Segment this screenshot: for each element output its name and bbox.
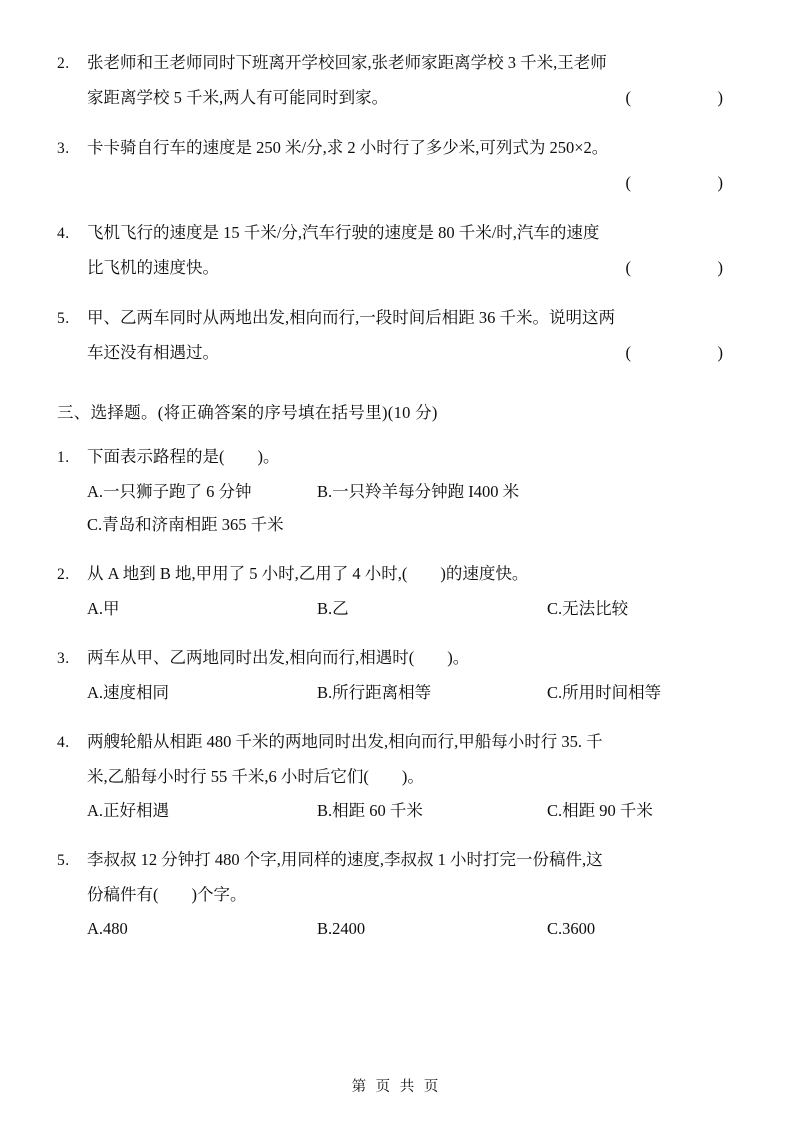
choice-row bbox=[57, 508, 737, 541]
question-number: 5. bbox=[57, 852, 70, 869]
choice-row bbox=[57, 592, 737, 625]
choice-option-c[interactable]: C.无法比较 bbox=[547, 599, 629, 618]
question-line-continued bbox=[57, 81, 737, 115]
question-text: 比飞机的速度快。 bbox=[87, 258, 219, 277]
choice-option-a[interactable]: A.速度相同 bbox=[87, 683, 170, 702]
question-line bbox=[57, 216, 737, 251]
choice-option-a[interactable]: A.甲 bbox=[87, 599, 120, 618]
question-stem[interactable]: 下面表示路程的是( )。 bbox=[87, 447, 280, 466]
question-number: 2. bbox=[57, 55, 70, 72]
choice-option-b[interactable]: B.相距 60 千米 bbox=[317, 801, 423, 820]
question-line bbox=[57, 557, 737, 592]
question-number: 4. bbox=[57, 225, 70, 242]
choice-option-c[interactable]: C.所用时间相等 bbox=[547, 683, 662, 702]
question-line bbox=[57, 843, 737, 878]
choice-option-a[interactable]: A.一只狮子跑了 6 分钟 bbox=[87, 482, 252, 501]
question-stem[interactable]: 米,乙船每小时行 55 千米,6 小时后它们( )。 bbox=[87, 767, 424, 786]
answer-blank[interactable]: ( ) bbox=[625, 88, 737, 107]
true-false-item bbox=[57, 216, 737, 285]
question-text: 张老师和王老师同时下班离开学校回家,张老师家距离学校 3 千米,王老师 bbox=[87, 53, 607, 72]
answer-blank[interactable]: ( ) bbox=[625, 258, 737, 277]
question-line bbox=[57, 131, 737, 166]
choice-row bbox=[57, 912, 737, 945]
true-false-item bbox=[57, 301, 737, 370]
question-line bbox=[57, 301, 737, 336]
question-text: 甲、乙两车同时从两地出发,相向而行,一段时间后相距 36 千米。说明这两 bbox=[87, 308, 615, 327]
page-content bbox=[57, 46, 737, 961]
choice-option-b[interactable]: B.乙 bbox=[317, 599, 349, 618]
answer-blank[interactable]: ( ) bbox=[625, 173, 737, 192]
choice-option-a[interactable]: A.正好相遇 bbox=[87, 801, 170, 820]
true-false-item bbox=[57, 131, 737, 200]
question-stem[interactable]: 两车从甲、乙两地同时出发,相向而行,相遇时( )。 bbox=[87, 648, 470, 667]
section-heading-three: 三、选择题。(将正确答案的序号填在括号里)(10 分) bbox=[57, 403, 438, 422]
question-stem: 李叔叔 12 分钟打 480 个字,用同样的速度,李叔叔 1 小时打完一份稿件,这 bbox=[87, 850, 603, 869]
choice-option-b[interactable]: B.一只羚羊每分钟跑 I400 米 bbox=[317, 482, 520, 501]
question-text: 车还没有相遇过。 bbox=[87, 343, 219, 362]
choice-option-a[interactable]: A.480 bbox=[87, 919, 128, 938]
choice-row bbox=[57, 794, 737, 827]
choice-row bbox=[57, 475, 737, 508]
choice-option-c[interactable]: C.相距 90 千米 bbox=[547, 801, 653, 820]
choice-row bbox=[57, 676, 737, 709]
choice-question bbox=[57, 440, 737, 541]
question-stem[interactable]: 从 A 地到 B 地,甲用了 5 小时,乙用了 4 小时,( )的速度快。 bbox=[87, 564, 529, 583]
question-number: 3. bbox=[57, 650, 70, 667]
question-line-continued bbox=[57, 166, 737, 200]
question-number: 4. bbox=[57, 734, 70, 751]
question-stem: 两艘轮船从相距 480 千米的两地同时出发,相向而行,甲船每小时行 35. 千 bbox=[87, 732, 603, 751]
question-line bbox=[57, 641, 737, 676]
choice-question bbox=[57, 557, 737, 625]
choice-option-c[interactable]: C.青岛和济南相距 365 千米 bbox=[87, 515, 284, 534]
question-line bbox=[57, 46, 737, 81]
question-line-continued bbox=[57, 336, 737, 370]
choice-question bbox=[57, 725, 737, 827]
page-footer: 第 页 共 页 bbox=[351, 1079, 442, 1095]
question-line-continued bbox=[57, 760, 737, 794]
question-text: 飞机飞行的速度是 15 千米/分,汽车行驶的速度是 80 千米/时,汽车的速度 bbox=[87, 223, 600, 242]
question-line-continued bbox=[57, 878, 737, 912]
question-text: 卡卡骑自行车的速度是 250 米/分,求 2 小时行了多少米,可列式为 250×2。 bbox=[87, 138, 609, 157]
question-number: 2. bbox=[57, 566, 70, 583]
question-line bbox=[57, 725, 737, 760]
question-number: 3. bbox=[57, 140, 70, 157]
question-text: 家距离学校 5 千米,两人有可能同时到家。 bbox=[87, 88, 389, 107]
question-number: 5. bbox=[57, 310, 70, 327]
question-line-continued bbox=[57, 251, 737, 285]
choice-question bbox=[57, 641, 737, 709]
choice-option-c[interactable]: C.3600 bbox=[547, 919, 596, 938]
question-stem[interactable]: 份稿件有( )个字。 bbox=[87, 885, 247, 904]
true-false-item bbox=[57, 46, 737, 115]
answer-blank[interactable]: ( ) bbox=[625, 343, 737, 362]
question-number: 1. bbox=[57, 449, 70, 466]
choice-option-b[interactable]: B.2400 bbox=[317, 919, 366, 938]
choice-option-b[interactable]: B.所行距离相等 bbox=[317, 683, 432, 702]
question-line bbox=[57, 440, 737, 475]
choice-question bbox=[57, 843, 737, 945]
